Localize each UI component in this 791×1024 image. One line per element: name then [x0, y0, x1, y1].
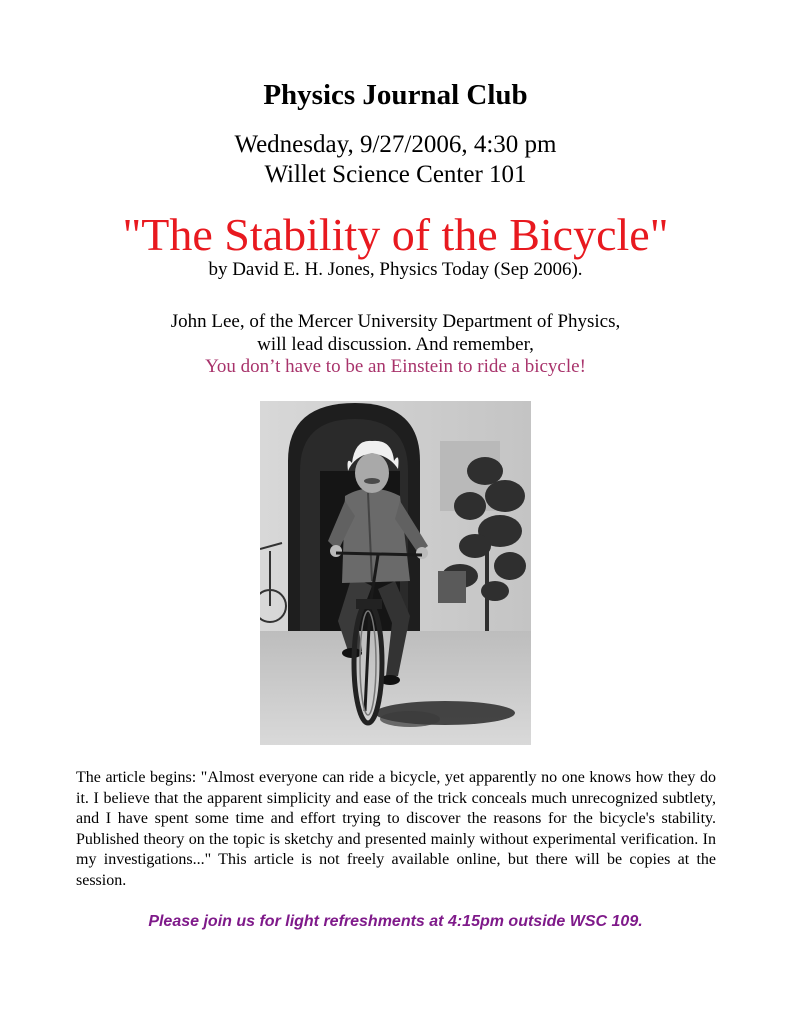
discussion-remember-line: will lead discussion. And remember, — [257, 334, 534, 355]
club-title: Physics Journal Club — [263, 79, 528, 111]
refreshments-notice: Please join us for light refreshments at 4:15pm outside WSC 109. — [148, 913, 643, 930]
discussion-leader-line: John Lee, of the Mercer University Department of Physics, — [170, 311, 621, 332]
einstein-tagline: You don’t have to be an Einstein to ride a bicycle! — [205, 356, 586, 377]
article-excerpt: The article begins: "Almost everyone can ride a bicycle, yet apparently no one knows how they do it. I believe that the apparent simplicity and ease of the trick conceals much unrecognized subtlety, and I have spent some time and effort trying to discover the reasons for the bicycle's stability. Published theory on the topic is sketchy and presented mainly without experimental verification. In my investigations..." This article is not freely available online, but there will be copies at the session. — [76, 769, 716, 889]
article-title: "The Stability of the Bicycle" — [122, 209, 669, 260]
event-location: Willet Science Center 101 — [264, 161, 527, 188]
event-datetime: Wednesday, 9/27/2006, 4:30 pm — [234, 131, 557, 158]
einstein-bicycle-photo — [260, 401, 531, 745]
article-byline: by David E. H. Jones, Physics Today (Sep 2006). — [208, 259, 583, 280]
